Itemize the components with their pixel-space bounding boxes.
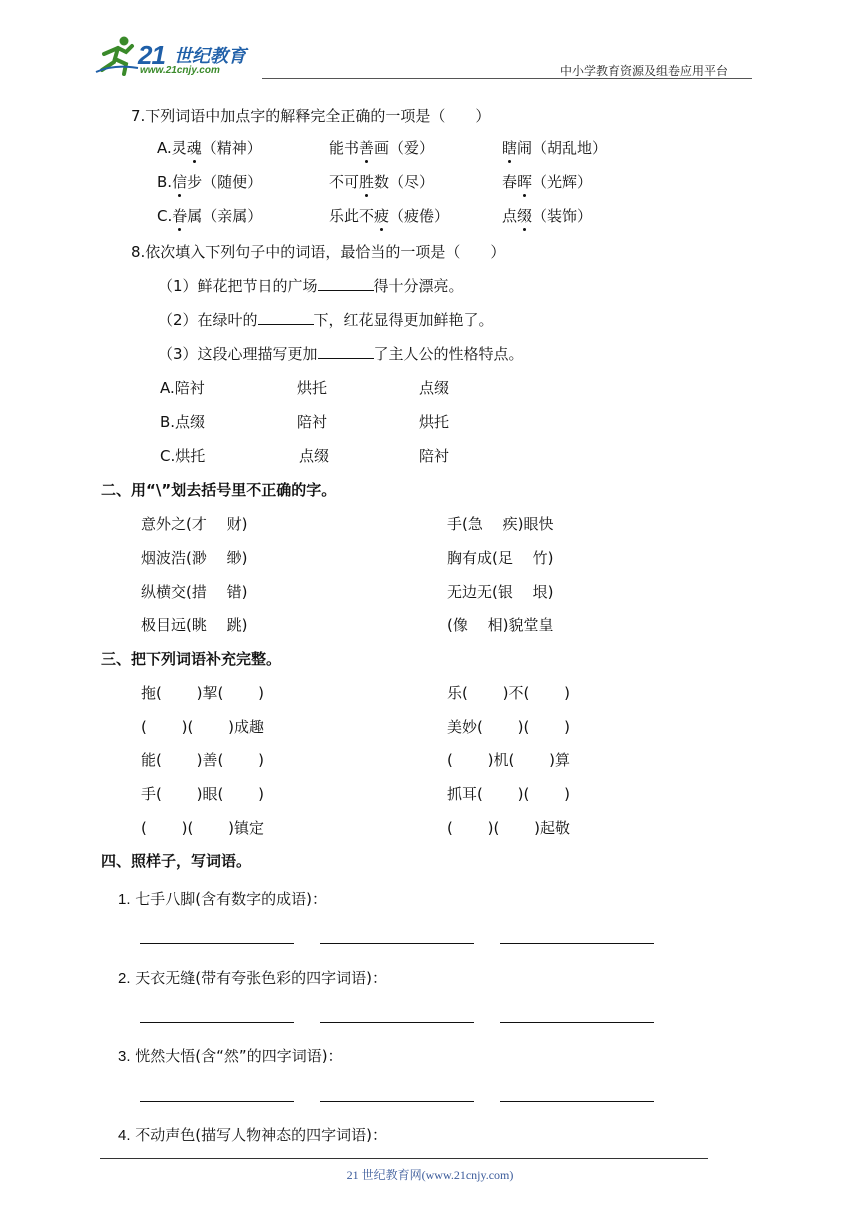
sec3-item[interactable]: ( )( )成趣	[141, 718, 264, 736]
sec3-item[interactable]: 能( )善( )	[141, 751, 264, 769]
logo-number: 21	[138, 40, 165, 70]
q7-option-c1: C.眷属（亲属）	[157, 207, 263, 225]
q8-option: A.陪衬	[160, 379, 205, 397]
sec4-item-4: 4. 不动声色(描写人物神态的四字词语)：	[118, 1126, 388, 1144]
q8-option: 陪衬	[419, 447, 450, 465]
fill-blank[interactable]	[318, 344, 374, 359]
q7-option-b3: 春晖（光辉）	[502, 173, 593, 191]
sec2-item[interactable]: (像 相)貌堂皇	[447, 616, 554, 634]
sec3-item[interactable]: ( )( )镇定	[141, 819, 264, 837]
answer-line[interactable]	[320, 1022, 474, 1023]
q7-option-a2: 能书善画（爱）	[329, 139, 435, 157]
q8-option: 陪衬	[297, 413, 328, 431]
section-2-title: 二、用“\”划去括号里不正确的字。	[101, 481, 337, 499]
q8-option: 点缀	[419, 379, 450, 397]
q7-option-b2: 不可胜数（尽）	[329, 173, 435, 191]
answer-line[interactable]	[500, 1022, 654, 1023]
q8-sentence-2: （2）在绿叶的 下，红花显得更加鲜艳了。	[158, 311, 494, 329]
site-logo	[94, 34, 264, 78]
q8-option: 烘托	[419, 413, 450, 431]
sec2-item[interactable]: 胸有成(足 竹)	[447, 549, 554, 567]
platform-label: 中小学教育资源及组卷应用平台	[560, 64, 729, 78]
sec4-item-3: 3. 恍然大悟(含“然”的四字词语)：	[118, 1047, 343, 1065]
q7-option-b1: B.信步（随便）	[157, 173, 263, 191]
q7-option-a1: A.灵魂（精神）	[157, 139, 262, 157]
q7-option-c2: 乐此不疲（疲倦）	[329, 207, 450, 225]
q8-option: C.烘托	[160, 447, 206, 465]
answer-line[interactable]	[500, 943, 654, 944]
runner-logo-icon	[94, 34, 140, 76]
sec2-item[interactable]: 手(急 疾)眼快	[447, 515, 554, 533]
sec3-item[interactable]: 抓耳( )( )	[447, 785, 570, 803]
answer-line[interactable]	[140, 1101, 294, 1102]
sec4-item-2: 2. 天衣无缝(带有夸张色彩的四字词语)：	[118, 969, 388, 987]
footer-text: 21 世纪教育网(www.21cnjy.com)	[346, 1168, 514, 1182]
footer-divider	[100, 1158, 708, 1159]
sec3-item[interactable]: 拖( )挈( )	[141, 684, 264, 702]
q7-option-c3: 点缀（装饰）	[502, 207, 593, 225]
answer-line[interactable]	[140, 943, 294, 944]
sec2-item[interactable]: 意外之(才 财)	[141, 515, 248, 533]
answer-line[interactable]	[320, 1101, 474, 1102]
logo-word: 世纪教育	[174, 46, 246, 67]
sec2-item[interactable]: 无边无(银 垠)	[447, 583, 554, 601]
sec3-item[interactable]: 美妙( )( )	[447, 718, 570, 736]
q7-stem: 7.下列词语中加点字的解释完全正确的一项是（ ）	[131, 107, 491, 125]
q8-option: 点缀	[299, 447, 330, 465]
sec2-item[interactable]: 极目远(眺 跳)	[141, 616, 248, 634]
q8-stem: 8.依次填入下列句子中的词语，最恰当的一项是（ ）	[131, 243, 506, 261]
sec2-item[interactable]: 烟波浩(渺 缈)	[141, 549, 248, 567]
q8-sentence-1: （1）鲜花把节日的广场 得十分漂亮。	[158, 277, 464, 295]
sec3-item[interactable]: 乐( )不( )	[447, 684, 570, 702]
answer-line[interactable]	[500, 1101, 654, 1102]
fill-blank[interactable]	[318, 276, 374, 291]
header-divider	[262, 78, 752, 79]
sec3-item[interactable]: ( )机( )算	[447, 751, 570, 769]
q8-sentence-3: （3）这段心理描写更加 了主人公的性格特点。	[158, 345, 524, 363]
section-3-title: 三、把下列词语补充完整。	[101, 650, 282, 668]
sec2-item[interactable]: 纵横交(措 错)	[141, 583, 248, 601]
fill-blank[interactable]	[258, 310, 314, 325]
answer-line[interactable]	[140, 1022, 294, 1023]
answer-line[interactable]	[320, 943, 474, 944]
q7-option-a3: 瞎闹（胡乱地）	[502, 139, 608, 157]
q8-option: B.点缀	[160, 413, 206, 431]
q8-option: 烘托	[297, 379, 328, 397]
sec3-item[interactable]: 手( )眼( )	[141, 785, 264, 803]
sec4-item-1: 1. 七手八脚(含有数字的成语)：	[118, 890, 328, 908]
sec3-item[interactable]: ( )( )起敬	[447, 819, 570, 837]
logo-url: www.21cnjy.com	[140, 65, 220, 76]
section-4-title: 四、照样子，写词语。	[101, 852, 252, 870]
